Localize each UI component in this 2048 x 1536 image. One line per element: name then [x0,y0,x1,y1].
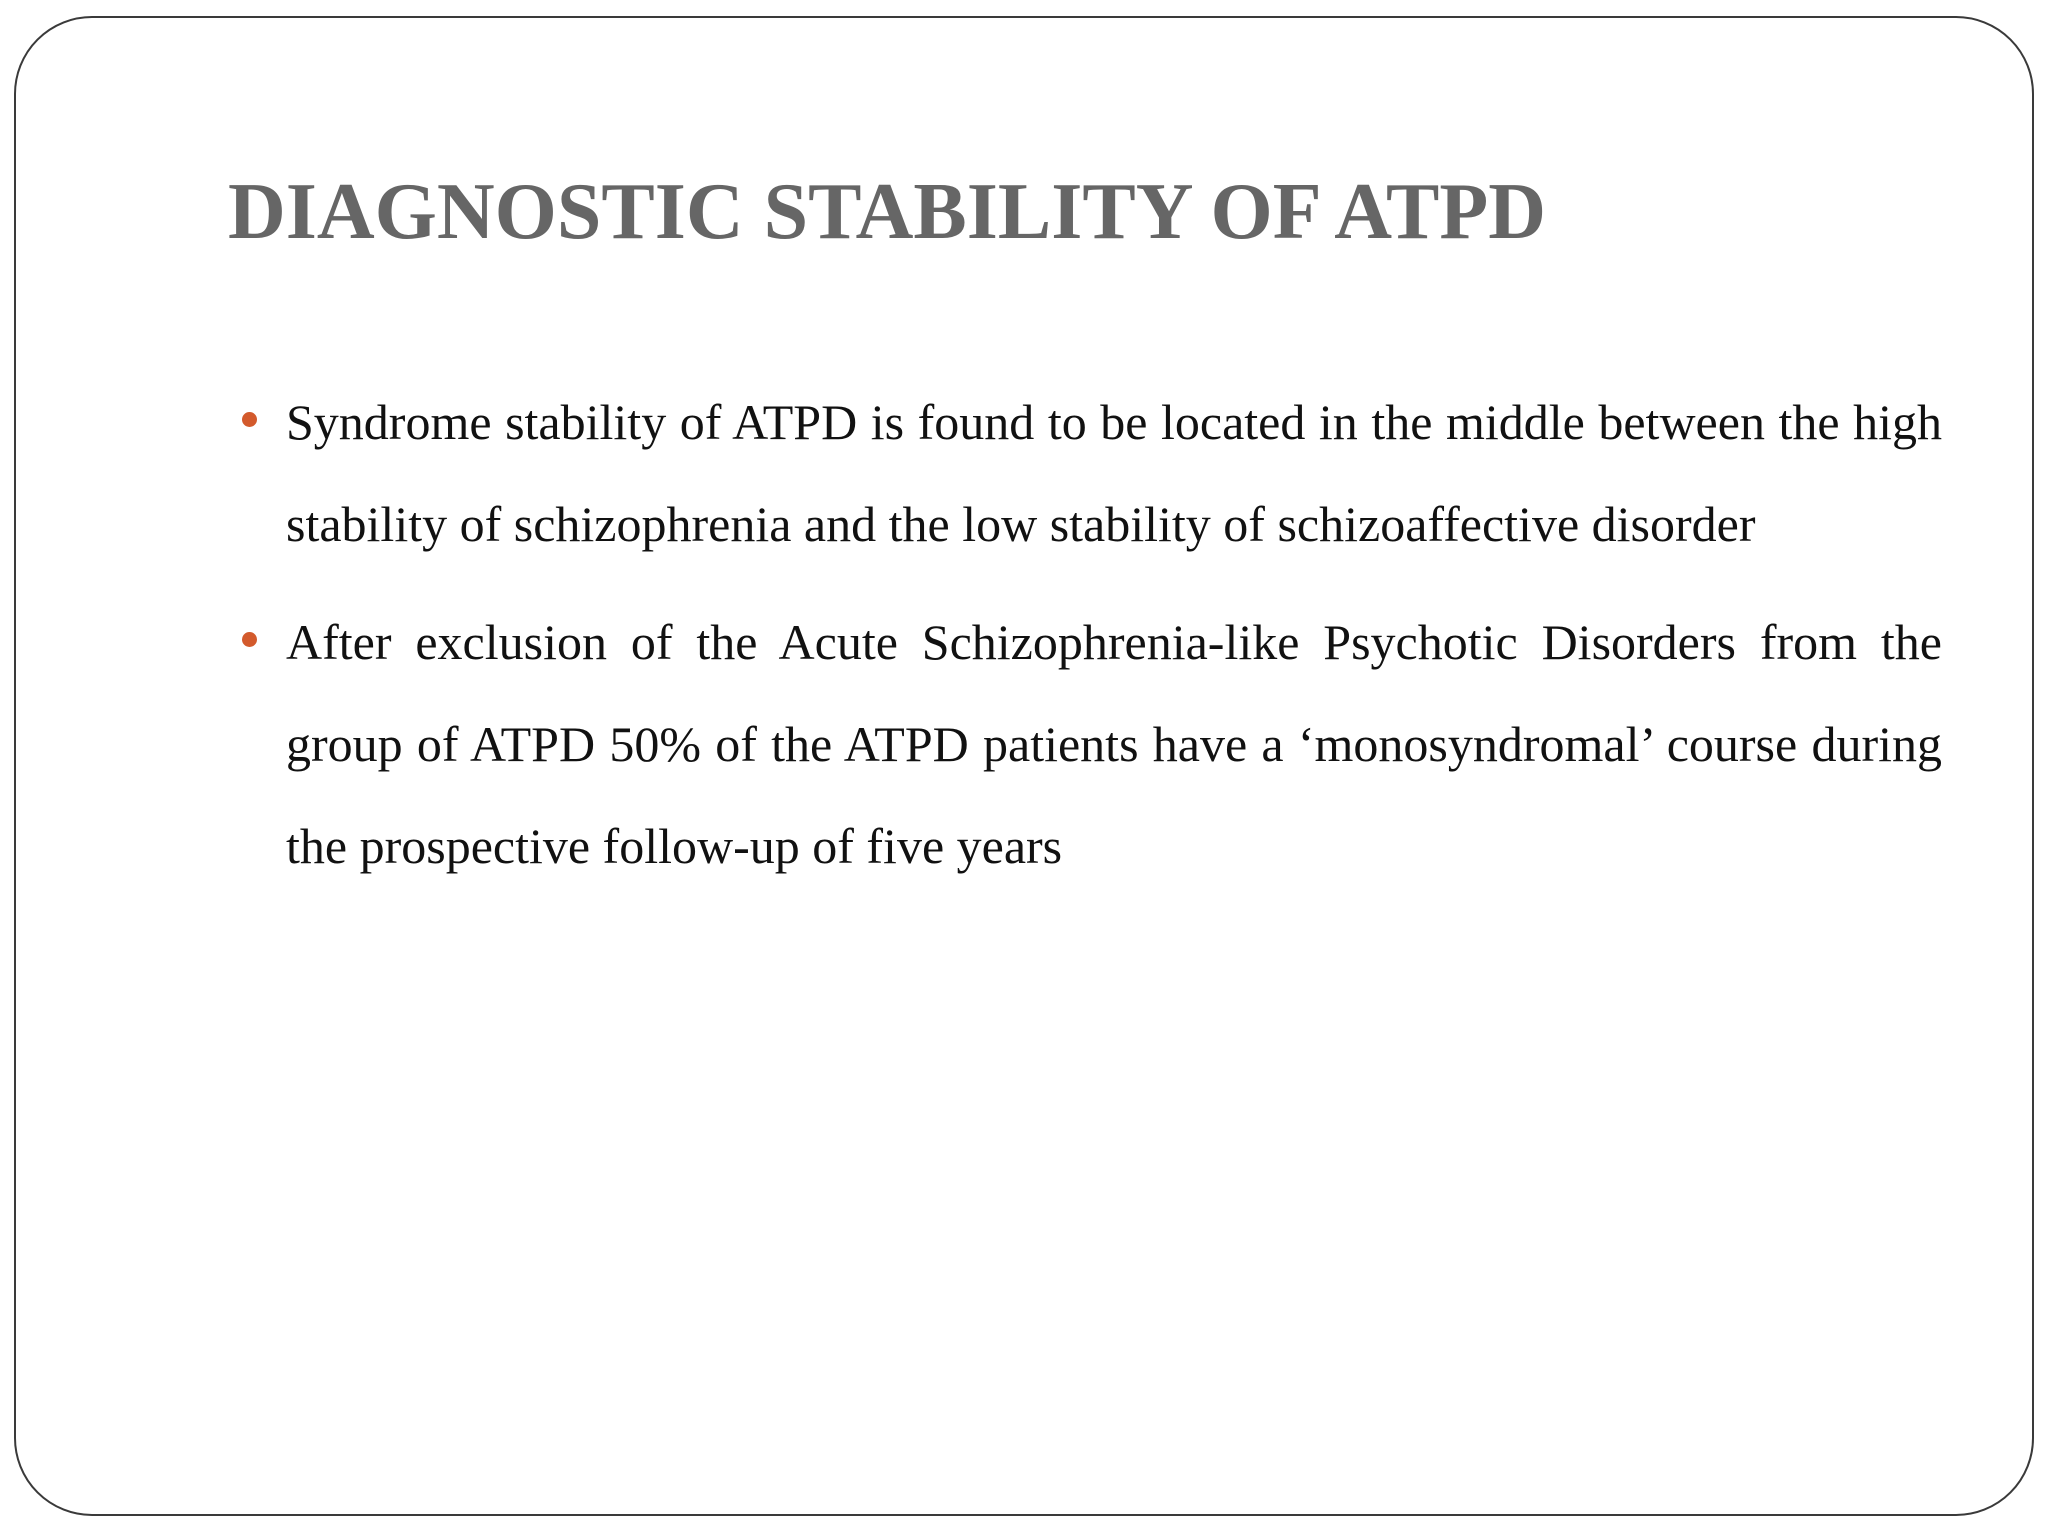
bullet-item-2 [286,591,1942,897]
bullet-item-1 [286,371,1942,575]
bullet-text: After exclusion of the Acute Schizophrenia-like Psychotic Disorders from the group of ATPD 50% of the ATPD patients have a ‘monosyndromal’ course during the prospective follow-up of five years [286,614,1942,874]
bullet-dot-icon [242,412,257,427]
bullet-dot-icon [242,632,257,647]
slide-title: DIAGNOSTIC STABILITY OF ATPD [228,168,1547,256]
bullet-text: Syndrome stability of ATPD is found to be located in the middle between the high stability of schizophrenia and the low stability of schizoaffective disorder [286,394,1942,552]
bullet-list [286,371,1942,913]
slide-frame [14,16,2034,1516]
